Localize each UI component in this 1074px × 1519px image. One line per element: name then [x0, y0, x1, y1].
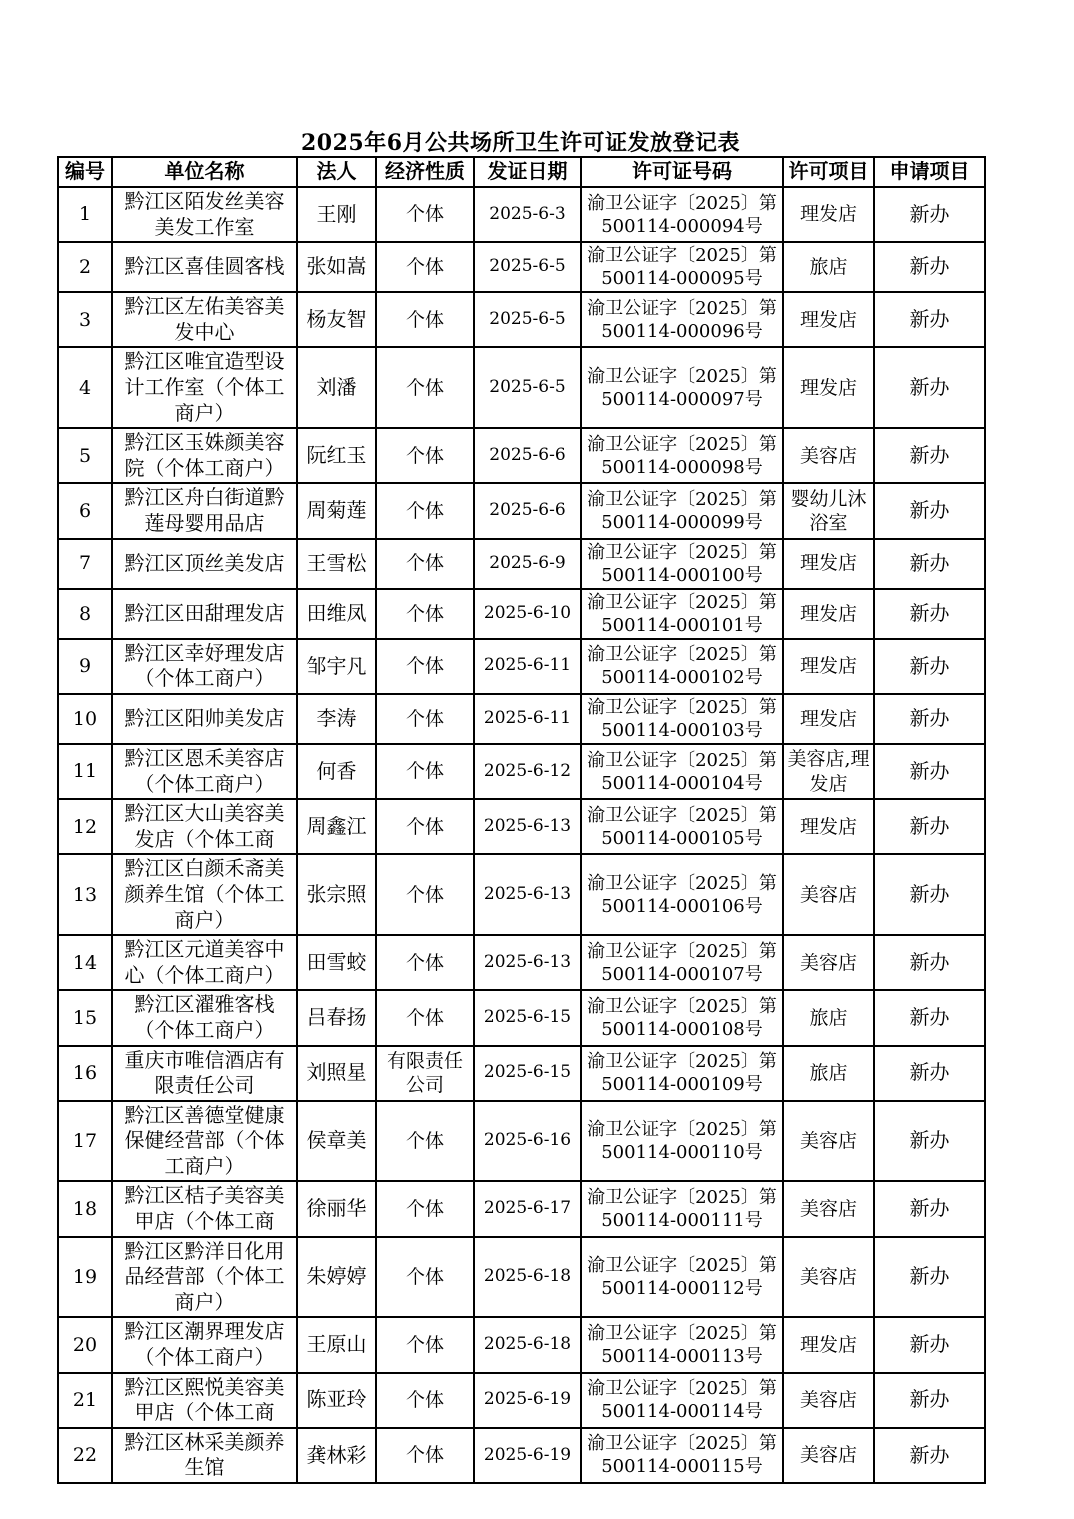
column-header-license-number: 许可证号码 [581, 157, 783, 187]
cell-unit-name: 黔江区恩禾美容店（个体工商户） [112, 744, 297, 799]
table-row [58, 483, 985, 538]
cell-economic-nature: 个体 [376, 694, 474, 744]
cell-economic-nature: 个体 [376, 854, 474, 935]
cell-index: 16 [58, 1046, 112, 1101]
cell-application-type: 新办 [874, 799, 985, 854]
cell-license-number: 渝卫公证字〔2025〕第500114-000115号 [581, 1428, 783, 1483]
cell-legal-person: 侯章美 [297, 1101, 376, 1182]
cell-licensed-items: 美容店 [783, 935, 874, 990]
table-row [58, 539, 985, 589]
cell-economic-nature: 个体 [376, 428, 474, 483]
cell-licensed-items: 理发店 [783, 694, 874, 744]
cell-legal-person: 阮红玉 [297, 428, 376, 483]
column-header-index: 编号 [58, 157, 112, 187]
cell-application-type: 新办 [874, 242, 985, 292]
cell-economic-nature: 个体 [376, 539, 474, 589]
cell-unit-name: 黔江区桔子美容美甲店（个体工商 [112, 1181, 297, 1236]
table-row [58, 347, 985, 428]
cell-issue-date: 2025-6-15 [474, 990, 581, 1045]
cell-application-type: 新办 [874, 1317, 985, 1372]
cell-license-number: 渝卫公证字〔2025〕第500114-000096号 [581, 292, 783, 347]
cell-index: 18 [58, 1181, 112, 1236]
cell-legal-person: 何香 [297, 744, 376, 799]
cell-license-number: 渝卫公证字〔2025〕第500114-000114号 [581, 1373, 783, 1428]
table-row [58, 589, 985, 639]
cell-issue-date: 2025-6-6 [474, 428, 581, 483]
cell-issue-date: 2025-6-13 [474, 854, 581, 935]
cell-application-type: 新办 [874, 854, 985, 935]
cell-license-number: 渝卫公证字〔2025〕第500114-000111号 [581, 1181, 783, 1236]
cell-application-type: 新办 [874, 1428, 985, 1483]
cell-index: 14 [58, 935, 112, 990]
cell-index: 13 [58, 854, 112, 935]
cell-legal-person: 周菊莲 [297, 483, 376, 538]
cell-legal-person: 张宗照 [297, 854, 376, 935]
cell-legal-person: 杨友智 [297, 292, 376, 347]
cell-issue-date: 2025-6-5 [474, 242, 581, 292]
table-row [58, 1046, 985, 1101]
cell-license-number: 渝卫公证字〔2025〕第500114-000109号 [581, 1046, 783, 1101]
table-row [58, 1101, 985, 1182]
header-row [58, 157, 985, 187]
cell-licensed-items: 美容店 [783, 1237, 874, 1318]
cell-index: 7 [58, 539, 112, 589]
cell-unit-name: 黔江区喜佳圆客栈 [112, 242, 297, 292]
cell-index: 2 [58, 242, 112, 292]
cell-unit-name: 黔江区顶丝美发店 [112, 539, 297, 589]
table-row [58, 1373, 985, 1428]
cell-index: 10 [58, 694, 112, 744]
cell-issue-date: 2025-6-3 [474, 187, 581, 242]
cell-index: 19 [58, 1237, 112, 1318]
cell-economic-nature: 个体 [376, 1101, 474, 1182]
cell-legal-person: 陈亚玲 [297, 1373, 376, 1428]
cell-economic-nature: 个体 [376, 242, 474, 292]
cell-legal-person: 王雪松 [297, 539, 376, 589]
cell-economic-nature: 个体 [376, 347, 474, 428]
cell-issue-date: 2025-6-18 [474, 1317, 581, 1372]
cell-unit-name: 黔江区左佑美容美发中心 [112, 292, 297, 347]
cell-licensed-items: 理发店 [783, 639, 874, 694]
cell-economic-nature: 个体 [376, 1317, 474, 1372]
cell-index: 21 [58, 1373, 112, 1428]
cell-legal-person: 王刚 [297, 187, 376, 242]
cell-index: 15 [58, 990, 112, 1045]
cell-economic-nature: 个体 [376, 292, 474, 347]
cell-license-number: 渝卫公证字〔2025〕第500114-000113号 [581, 1317, 783, 1372]
cell-application-type: 新办 [874, 990, 985, 1045]
table-row [58, 187, 985, 242]
cell-application-type: 新办 [874, 1046, 985, 1101]
table-row [58, 1317, 985, 1372]
cell-index: 3 [58, 292, 112, 347]
cell-index: 6 [58, 483, 112, 538]
cell-licensed-items: 理发店 [783, 187, 874, 242]
cell-legal-person: 张如嵩 [297, 242, 376, 292]
cell-application-type: 新办 [874, 589, 985, 639]
cell-issue-date: 2025-6-17 [474, 1181, 581, 1236]
cell-economic-nature: 个体 [376, 799, 474, 854]
table-row [58, 1428, 985, 1483]
cell-unit-name: 黔江区阳帅美发店 [112, 694, 297, 744]
cell-application-type: 新办 [874, 539, 985, 589]
cell-legal-person: 徐丽华 [297, 1181, 376, 1236]
cell-licensed-items: 旅店 [783, 1046, 874, 1101]
cell-unit-name: 黔江区林采美颜养生馆 [112, 1428, 297, 1483]
cell-application-type: 新办 [874, 347, 985, 428]
column-header-application-type: 申请项目 [874, 157, 985, 187]
cell-issue-date: 2025-6-5 [474, 292, 581, 347]
cell-unit-name: 黔江区唯宜造型设计工作室（个体工商户） [112, 347, 297, 428]
cell-application-type: 新办 [874, 1373, 985, 1428]
cell-application-type: 新办 [874, 428, 985, 483]
cell-licensed-items: 美容店,理发店 [783, 744, 874, 799]
cell-license-number: 渝卫公证字〔2025〕第500114-000094号 [581, 187, 783, 242]
cell-index: 20 [58, 1317, 112, 1372]
cell-licensed-items: 理发店 [783, 799, 874, 854]
cell-index: 8 [58, 589, 112, 639]
cell-licensed-items: 理发店 [783, 1317, 874, 1372]
cell-issue-date: 2025-6-16 [474, 1101, 581, 1182]
table-row [58, 990, 985, 1045]
cell-application-type: 新办 [874, 1101, 985, 1182]
cell-economic-nature: 有限责任公司 [376, 1046, 474, 1101]
cell-licensed-items: 旅店 [783, 242, 874, 292]
cell-licensed-items: 旅店 [783, 990, 874, 1045]
cell-economic-nature: 个体 [376, 1428, 474, 1483]
table-row [58, 799, 985, 854]
cell-license-number: 渝卫公证字〔2025〕第500114-000095号 [581, 242, 783, 292]
cell-application-type: 新办 [874, 935, 985, 990]
cell-issue-date: 2025-6-18 [474, 1237, 581, 1318]
cell-unit-name: 黔江区善德堂健康保健经营部（个体工商户） [112, 1101, 297, 1182]
table-row [58, 1237, 985, 1318]
cell-license-number: 渝卫公证字〔2025〕第500114-000100号 [581, 539, 783, 589]
cell-licensed-items: 理发店 [783, 539, 874, 589]
cell-index: 12 [58, 799, 112, 854]
cell-issue-date: 2025-6-13 [474, 799, 581, 854]
cell-index: 4 [58, 347, 112, 428]
cell-unit-name: 黔江区玉姝颜美容院（个体工商户） [112, 428, 297, 483]
cell-licensed-items: 美容店 [783, 428, 874, 483]
cell-licensed-items: 美容店 [783, 1428, 874, 1483]
cell-licensed-items: 理发店 [783, 292, 874, 347]
registration-table [57, 156, 986, 1484]
cell-economic-nature: 个体 [376, 1373, 474, 1428]
cell-legal-person: 田维凤 [297, 589, 376, 639]
cell-economic-nature: 个体 [376, 187, 474, 242]
cell-legal-person: 周鑫江 [297, 799, 376, 854]
cell-index: 11 [58, 744, 112, 799]
column-header-economic-nature: 经济性质 [376, 157, 474, 187]
cell-licensed-items: 理发店 [783, 589, 874, 639]
cell-unit-name: 黔江区幸妤理发店（个体工商户） [112, 639, 297, 694]
cell-economic-nature: 个体 [376, 483, 474, 538]
cell-legal-person: 刘潘 [297, 347, 376, 428]
cell-unit-name: 黔江区濯雅客栈（个体工商户） [112, 990, 297, 1045]
cell-issue-date: 2025-6-15 [474, 1046, 581, 1101]
cell-license-number: 渝卫公证字〔2025〕第500114-000108号 [581, 990, 783, 1045]
cell-legal-person: 吕春扬 [297, 990, 376, 1045]
cell-issue-date: 2025-6-19 [474, 1428, 581, 1483]
table-row [58, 292, 985, 347]
cell-license-number: 渝卫公证字〔2025〕第500114-000110号 [581, 1101, 783, 1182]
cell-index: 1 [58, 187, 112, 242]
column-header-issue-date: 发证日期 [474, 157, 581, 187]
cell-index: 22 [58, 1428, 112, 1483]
cell-legal-person: 田雪蛟 [297, 935, 376, 990]
cell-license-number: 渝卫公证字〔2025〕第500114-000107号 [581, 935, 783, 990]
cell-economic-nature: 个体 [376, 639, 474, 694]
cell-license-number: 渝卫公证字〔2025〕第500114-000097号 [581, 347, 783, 428]
column-header-unit-name: 单位名称 [112, 157, 297, 187]
cell-legal-person: 王原山 [297, 1317, 376, 1372]
cell-issue-date: 2025-6-6 [474, 483, 581, 538]
cell-legal-person: 邹宇凡 [297, 639, 376, 694]
table-row [58, 935, 985, 990]
cell-issue-date: 2025-6-13 [474, 935, 581, 990]
cell-license-number: 渝卫公证字〔2025〕第500114-000101号 [581, 589, 783, 639]
cell-index: 5 [58, 428, 112, 483]
cell-economic-nature: 个体 [376, 744, 474, 799]
cell-license-number: 渝卫公证字〔2025〕第500114-000106号 [581, 854, 783, 935]
cell-economic-nature: 个体 [376, 589, 474, 639]
cell-issue-date: 2025-6-12 [474, 744, 581, 799]
column-header-legal-person: 法人 [297, 157, 376, 187]
cell-economic-nature: 个体 [376, 990, 474, 1045]
table-row [58, 744, 985, 799]
cell-license-number: 渝卫公证字〔2025〕第500114-000102号 [581, 639, 783, 694]
cell-issue-date: 2025-6-5 [474, 347, 581, 428]
column-header-licensed-items: 许可项目 [783, 157, 874, 187]
cell-unit-name: 黔江区白颜禾斋美颜养生馆（个体工商户） [112, 854, 297, 935]
cell-issue-date: 2025-6-10 [474, 589, 581, 639]
cell-application-type: 新办 [874, 694, 985, 744]
cell-economic-nature: 个体 [376, 1237, 474, 1318]
cell-application-type: 新办 [874, 639, 985, 694]
cell-legal-person: 刘照星 [297, 1046, 376, 1101]
cell-license-number: 渝卫公证字〔2025〕第500114-000098号 [581, 428, 783, 483]
table-row [58, 242, 985, 292]
table-row [58, 1181, 985, 1236]
cell-unit-name: 黔江区元道美容中心（个体工商户） [112, 935, 297, 990]
cell-licensed-items: 美容店 [783, 854, 874, 935]
table-row [58, 428, 985, 483]
cell-unit-name: 黔江区田甜理发店 [112, 589, 297, 639]
cell-economic-nature: 个体 [376, 935, 474, 990]
cell-economic-nature: 个体 [376, 1181, 474, 1236]
table-row [58, 854, 985, 935]
cell-license-number: 渝卫公证字〔2025〕第500114-000103号 [581, 694, 783, 744]
cell-licensed-items: 美容店 [783, 1181, 874, 1236]
cell-licensed-items: 美容店 [783, 1373, 874, 1428]
cell-application-type: 新办 [874, 292, 985, 347]
cell-legal-person: 龚林彩 [297, 1428, 376, 1483]
cell-issue-date: 2025-6-19 [474, 1373, 581, 1428]
cell-application-type: 新办 [874, 483, 985, 538]
table-header [58, 157, 985, 187]
cell-application-type: 新办 [874, 1237, 985, 1318]
cell-unit-name: 重庆市唯信酒店有限责任公司 [112, 1046, 297, 1101]
cell-license-number: 渝卫公证字〔2025〕第500114-000099号 [581, 483, 783, 538]
cell-unit-name: 黔江区潮界理发店（个体工商户） [112, 1317, 297, 1372]
cell-licensed-items: 美容店 [783, 1101, 874, 1182]
cell-license-number: 渝卫公证字〔2025〕第500114-000112号 [581, 1237, 783, 1318]
cell-unit-name: 黔江区大山美容美发店（个体工商 [112, 799, 297, 854]
cell-unit-name: 黔江区陌发丝美容美发工作室 [112, 187, 297, 242]
cell-license-number: 渝卫公证字〔2025〕第500114-000105号 [581, 799, 783, 854]
page-title: 2025年6月公共场所卫生许可证发放登记表 [300, 130, 741, 156]
table-row [58, 639, 985, 694]
cell-application-type: 新办 [874, 744, 985, 799]
cell-application-type: 新办 [874, 1181, 985, 1236]
cell-unit-name: 黔江区黔洋日化用品经营部（个体工商户） [112, 1237, 297, 1318]
cell-unit-name: 黔江区舟白街道黔莲母婴用品店 [112, 483, 297, 538]
cell-unit-name: 黔江区熙悦美容美甲店（个体工商 [112, 1373, 297, 1428]
cell-licensed-items: 理发店 [783, 347, 874, 428]
cell-application-type: 新办 [874, 187, 985, 242]
cell-issue-date: 2025-6-9 [474, 539, 581, 589]
cell-legal-person: 朱婷婷 [297, 1237, 376, 1318]
cell-licensed-items: 婴幼儿沐浴室 [783, 483, 874, 538]
cell-index: 17 [58, 1101, 112, 1182]
table-row [58, 694, 985, 744]
cell-legal-person: 李涛 [297, 694, 376, 744]
cell-issue-date: 2025-6-11 [474, 639, 581, 694]
cell-license-number: 渝卫公证字〔2025〕第500114-000104号 [581, 744, 783, 799]
table-body [58, 187, 985, 1483]
cell-index: 9 [58, 639, 112, 694]
cell-issue-date: 2025-6-11 [474, 694, 581, 744]
